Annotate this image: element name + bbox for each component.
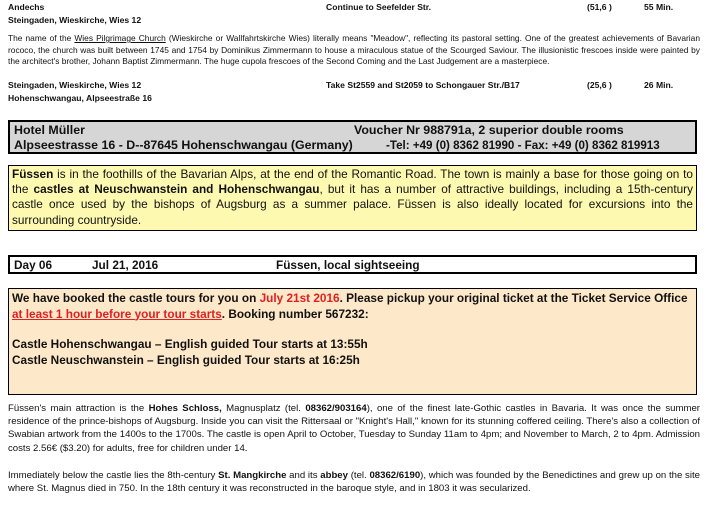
route-duration: 55 Min.: [644, 2, 674, 12]
hotel-address: Alpseestrasse 16 - D--87645 Hohenschwangau (Germany): [14, 138, 353, 152]
para2-st-mangkirche: St. Mangkirche: [218, 470, 287, 481]
para2-text-1: Immediately below the castle lies the 8th-century: [8, 470, 219, 481]
wies-church-description: [8, 33, 700, 68]
hotel-box: [8, 120, 697, 154]
para2-text-3: (tel.: [347, 470, 370, 481]
wies-desc-text-2: (Wieskirche or Wallfahrtskirche Wies) literally means "Meadow", reflecting its pastoral setting. One of the greatest achievements of Bavarian rococo, the church was built between 1745 and 1754 by Dominikus Zimmermann to house a miraculous statue of the Scourged Saviour. The illusionistic frescoes inside were painted by the architect's brother, Johann Baptist Zimmermann. The huge cupola frescoes of the Second Coming and the Last Judgement are a masterpiece.: [8, 33, 700, 67]
fussen-city: Füssen: [12, 167, 54, 181]
fussen-castles: castles at Neuschwanstein and Hohenschwangau: [33, 182, 320, 197]
route-distance: (51,6 ): [587, 2, 612, 12]
route-row-bottom-destination: [8, 93, 698, 105]
booking-timing: at least 1 hour before your tour starts: [12, 306, 222, 321]
booking-box: [8, 288, 697, 395]
route-duration-2: 26 Min.: [644, 80, 674, 90]
para1-phone: 08362/903164: [305, 403, 367, 414]
tour-hohenschwangau: Castle Hohenschwangau – English guided Tour starts at 13:55h: [12, 337, 368, 351]
para1-text-3: ), one of the finest late-Gothic castles in Bavaria. It was once the summer residence of the prince-bishops of Augsburg. Inside you can visit the Rittersaal or "Knight's Hall," known for its stunning coffered ceiling. There's also a collection of Swabian artwork from the 1400s to the 1700s. The castle is open April to October, Tuesday to Sunday 11am to 4pm; and November to March, 2 to 4pm. Admission costs 2.56€ ($3.20) for adults, free for children under 14.: [8, 403, 701, 454]
route-destination: Steingaden, Wieskirche, Wies 12: [8, 15, 142, 25]
route-instruction-2: Take St2559 and St2059 to Schongauer Str./B17: [326, 80, 520, 90]
para2-phone: 08362/6190: [369, 470, 421, 481]
route-row-top: [8, 2, 698, 14]
hotel-contact: -Tel: +49 (0) 8362 81990 - Fax: +49 (0) 8362 819913: [386, 139, 660, 152]
route-origin: Andechs: [8, 2, 45, 12]
booking-text-2: . Please pickup your original ticket at the Ticket Service Office: [339, 291, 688, 305]
tour-neuschwanstein: Castle Neuschwanstein – English guided Tour starts at 16:25h: [12, 352, 360, 367]
wies-desc-text-1: The name of the: [8, 33, 75, 43]
route-instruction: Continue to Seefelder Str.: [326, 2, 432, 12]
para1-text-1: Füssen's main attraction is the: [8, 403, 149, 414]
route-destination-2: Hohenschwangau, Alpseestraße 16: [8, 93, 152, 103]
booking-text-3: . Booking number 567232:: [221, 306, 369, 321]
fussen-intro-box: [8, 165, 697, 231]
para2-abbey: abbey: [320, 470, 348, 481]
para2-text-4: ), which was founded by the Benedictines and grew up on the site where St. Magnus died in 750. In the 18th century it was reconstructed in the baroque style, and in 1803 it was secularized.: [8, 470, 700, 495]
day-header: [8, 255, 697, 274]
para1-text-2: Magnusplatz (tel.: [221, 403, 306, 414]
st-mangkirche-paragraph: [8, 469, 700, 495]
fussen-intro-text-1: is in the foothills of the Bavarian Alps, at the end of the Romantic Road. The town is mainly a base for those going on to the: [12, 167, 693, 197]
hotel-name: Hotel Müller: [14, 123, 85, 137]
booking-date: July 21st 2016: [259, 291, 340, 305]
booking-note: [12, 291, 693, 322]
para2-text-2: and its: [286, 470, 321, 481]
fussen-intro-text-2: , but it has a number of attractive buildings, including a 15th-century castle once used by the bishops of Augsburg as a summer palace. Füssen is also ideally located for excursions into the surrounding countryside.: [12, 182, 694, 227]
route-origin-2: Steingaden, Wieskirche, Wies 12: [8, 80, 142, 90]
day-label: Day 06: [14, 258, 53, 272]
booking-text-1: We have booked the castle tours for you on: [12, 291, 260, 305]
wies-church-link[interactable]: Wies Pilgrimage Church: [74, 33, 166, 43]
route-distance-2: (25,6 ): [587, 80, 612, 90]
para1-hohes-schloss: Hohes Schloss,: [148, 403, 222, 414]
route-row-bottom: [8, 80, 698, 92]
hotel-voucher: Voucher Nr 988791a, 2 superior double rooms: [354, 123, 624, 137]
day-date: Jul 21, 2016: [92, 258, 159, 272]
hohes-schloss-paragraph: [8, 402, 700, 455]
day-title: Füssen, local sightseeing: [276, 258, 420, 272]
route-row-top-destination: [8, 15, 698, 27]
